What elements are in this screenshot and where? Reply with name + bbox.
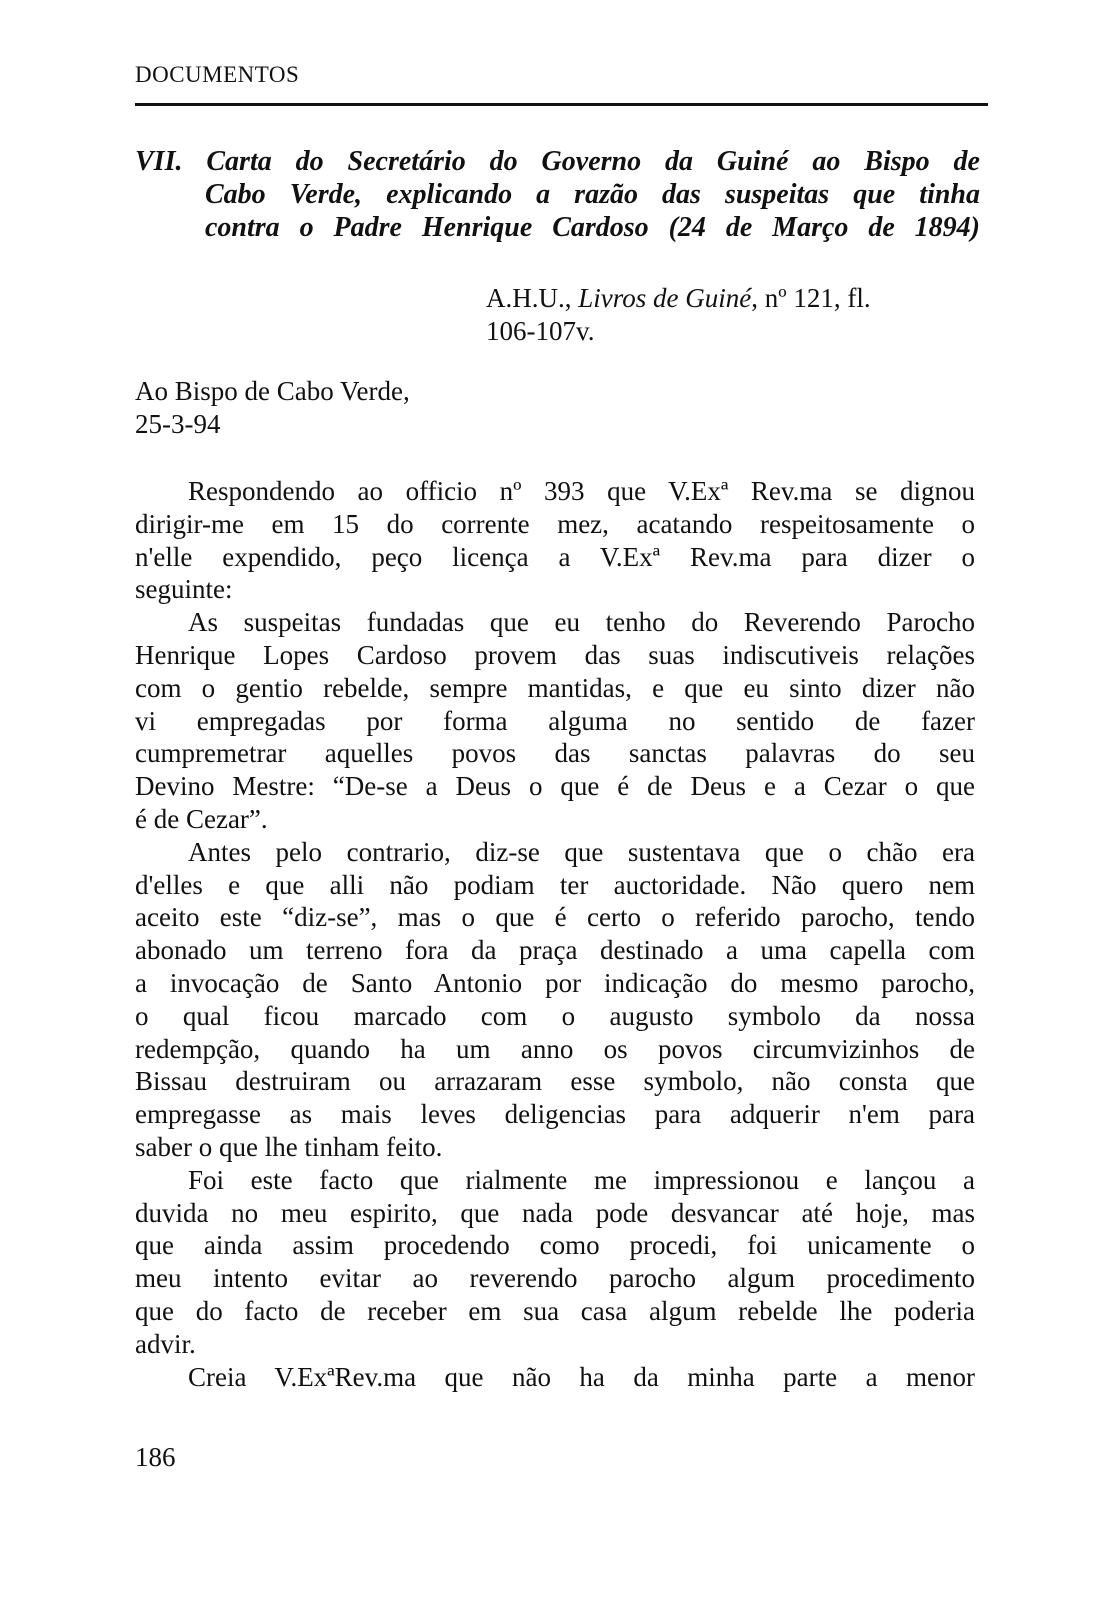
body-line: Devino Mestre: “De-se a Deus o que é de Deus e a Cezar o que [135, 771, 975, 802]
title-line: VII. Carta do Secretário do Governo da Guiné ao Bispo de [135, 146, 980, 177]
reference-prefix: A.H.U., [486, 283, 579, 313]
body-line: é de Cezar”. [135, 803, 268, 834]
body-line: vi empregadas por forma alguma no sentido de fazer [135, 705, 975, 736]
body-line: a invocação de Santo Antonio por indicação do mesmo parocho, [135, 967, 975, 998]
page-number: 186 [135, 1442, 176, 1472]
addressee [135, 375, 410, 441]
body-line: Creia V.ExªRev.ma que não ha da minha parte a menor [188, 1361, 975, 1392]
body-line: n'elle expendido, peço licença a V.Exª Rev.ma para dizer o [135, 541, 975, 572]
body-line: dirigir-me em 15 do corrente mez, acatando respeitosamente o [135, 508, 975, 539]
running-head: DOCUMENTOS [135, 62, 300, 87]
reference-suffix: , nº 121, fl. [751, 283, 871, 313]
body-line: que ainda assim procedendo como procedi, foi unicamente o [135, 1230, 975, 1261]
title-line: Cabo Verde, explicando a razão das suspeitas que tinha [205, 179, 980, 210]
body-line: seguinte: [135, 574, 233, 605]
body-line: meu intento evitar ao reverendo parocho algum procedimento [135, 1263, 975, 1294]
body-line: advir. [135, 1328, 196, 1359]
letter-date: 25-3-94 [135, 409, 221, 439]
document-title [135, 145, 980, 244]
body-line: cumpremetrar aquelles povos das sanctas palavras do seu [135, 738, 975, 769]
body-line: que do facto de receber em sua casa algum rebelde lhe poderia [135, 1295, 975, 1326]
body-line: aceito este “diz-se”, mas o que é certo o referido parocho, tendo [135, 902, 975, 933]
body-line: com o gentio rebelde, sempre mantidas, e que eu sinto dizer não [135, 672, 975, 703]
body-line: redempção, quando ha um anno os povos circumvizinhos de [135, 1033, 975, 1064]
body-line: empregasse as mais leves deligencias para adquerir n'em para [135, 1099, 975, 1130]
body-line: Henrique Lopes Cardoso provem das suas indiscutiveis relações [135, 639, 975, 670]
body-line: Respondendo ao officio nº 393 que V.Exª Rev.ma se dignou [188, 476, 975, 506]
body-line: duvida no meu espirito, que nada pode desvancar até hoje, mas [135, 1197, 975, 1228]
reference-folios: 106-107v. [486, 316, 595, 346]
body-line: Antes pelo contrario, diz-se que sustentava que o chão era [188, 836, 975, 867]
letter-body [135, 475, 975, 1393]
addressee-line: Ao Bispo de Cabo Verde, [135, 376, 410, 406]
body-line: Foi este facto que rialmente me impressionou e lançou a [188, 1164, 975, 1195]
body-line: abonado um terreno fora da praça destinado a uma capella com [135, 935, 975, 966]
body-line: o qual ficou marcado com o augusto symbolo da nossa [135, 1000, 975, 1031]
body-line: Bissau destruiram ou arrazaram esse symbolo, não consta que [135, 1066, 975, 1097]
body-line: saber o que lhe tinham feito. [135, 1131, 443, 1162]
header-rule [135, 103, 988, 106]
body-line: d'elles e que alli não podiam ter auctoridade. Não quero nem [135, 869, 975, 900]
reference-source: Livros de Guiné [578, 283, 752, 313]
archive-reference [486, 282, 871, 348]
body-line: As suspeitas fundadas que eu tenho do Reverendo Parocho [188, 607, 975, 638]
title-line: contra o Padre Henrique Cardoso (24 de Março de 1894) [205, 212, 980, 243]
